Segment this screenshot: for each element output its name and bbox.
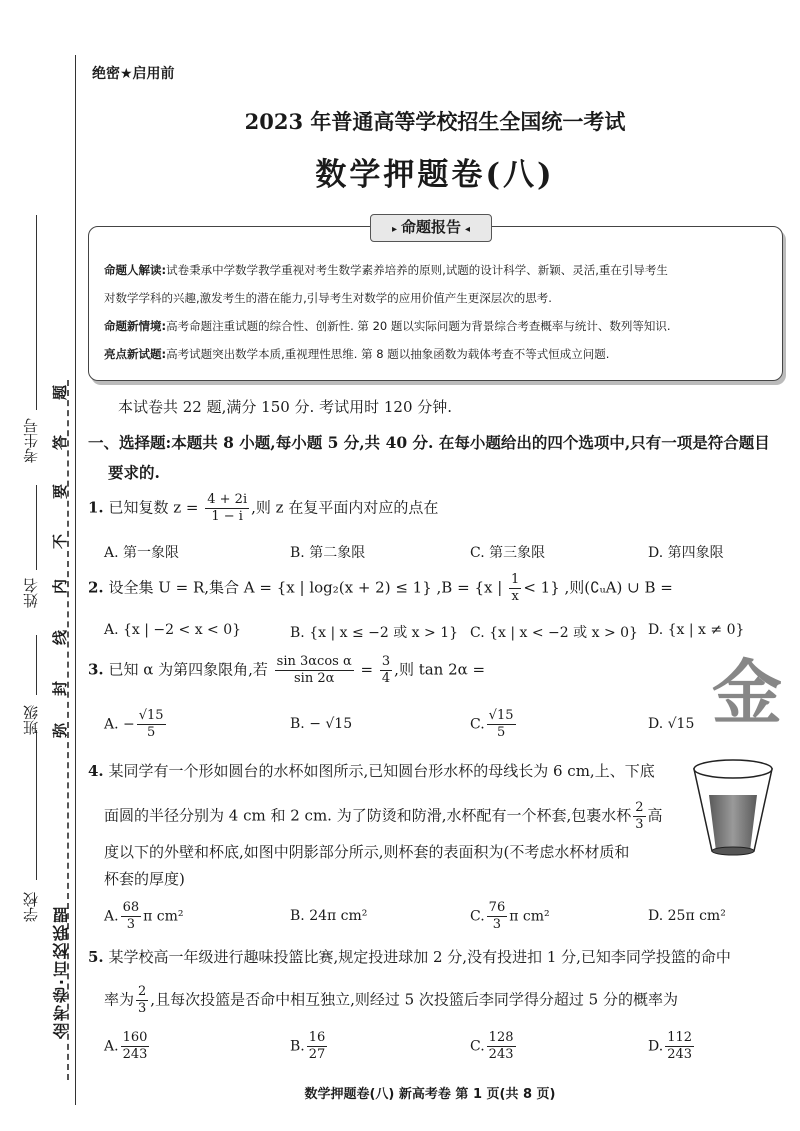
option-label: C. xyxy=(470,716,485,733)
warning-char: 内 xyxy=(51,578,70,595)
question-2 xyxy=(88,572,673,605)
option-label: D. xyxy=(648,1038,664,1055)
fraction-numerator: 160 xyxy=(122,1030,148,1045)
fraction xyxy=(136,984,148,1017)
option-a[interactable] xyxy=(104,1030,151,1063)
fraction xyxy=(275,654,354,687)
class-label: 班级 xyxy=(22,705,40,735)
question-number: 1. xyxy=(88,498,104,517)
warning-char: 线 xyxy=(51,629,70,646)
school-field[interactable] xyxy=(36,730,37,880)
question-text: 已知 α 为第四象限角,若 xyxy=(108,660,268,679)
option-a[interactable] xyxy=(104,708,168,741)
question-text: 某同学有一个形如圆台的水杯如图所示,已知圆台形水杯的母线长为 6 cm,上、下底 xyxy=(108,762,655,780)
option-c[interactable] xyxy=(470,900,550,933)
question-text: 设全集 U = R,集合 A = {x | log₂(x + 2) ≤ 1} ,B = {x | xyxy=(108,578,503,597)
student-id-label: 考生号 xyxy=(22,418,40,463)
option-a[interactable]: A. 第一象限 xyxy=(104,545,180,561)
fraction xyxy=(509,572,521,605)
question-4-line xyxy=(104,800,663,833)
binding-line xyxy=(75,55,76,1105)
fraction-numerator: 112 xyxy=(667,1030,693,1045)
paper-title: 数学押题卷(八) xyxy=(315,157,555,193)
warning-char: 弥 xyxy=(51,722,70,739)
option-d[interactable]: D. {x | x ≠ 0} xyxy=(648,622,745,638)
question-4-line: 度以下的外壁和杯底,如图中阴影部分所示,则杯套的表面积为(不考虑水杯材质和 xyxy=(104,843,630,861)
option-label: A. xyxy=(104,1038,119,1055)
question-text: 高 xyxy=(647,806,663,825)
fraction xyxy=(137,708,166,741)
right-arrow-icon: ◂ xyxy=(465,224,471,235)
question-text: 面圆的半径分别为 4 cm 和 2 cm. 为了防烫和防滑,水杯配有一个杯套,包裹水杯 xyxy=(104,806,632,825)
question-text: < 1} ,则(∁ᵤA) ∪ B = xyxy=(523,578,673,597)
fraction xyxy=(487,900,508,933)
fraction-numerator: 76 xyxy=(488,900,506,915)
left-arrow-icon: ▸ xyxy=(391,224,397,235)
report-line-label: 命题新情境: xyxy=(104,319,167,333)
report-line xyxy=(104,346,609,362)
option-label: B. xyxy=(290,1038,305,1055)
option-d[interactable]: D. 25π cm² xyxy=(648,908,726,924)
option-unit: π cm² xyxy=(143,908,184,925)
fraction-denominator: 4 xyxy=(381,671,391,686)
student-id-field[interactable] xyxy=(36,215,37,410)
option-c[interactable] xyxy=(470,708,518,741)
option-b[interactable]: B. 24π cm² xyxy=(290,908,368,924)
fraction xyxy=(307,1030,328,1063)
section-heading-line: 一、选择题:本题共 8 小题,每小题 5 分,共 40 分. 在每小题给出的四个选项中,只有一项是符合题目 xyxy=(88,433,770,452)
page-footer: 数学押题卷(八) 新高考卷 第 1 页(共 8 页) xyxy=(304,1087,556,1102)
question-number: 3. xyxy=(88,660,104,679)
report-line xyxy=(104,262,668,278)
exam-title: 2023 年普通高等学校招生全国统一考试 xyxy=(244,109,626,134)
warning-char: 封 xyxy=(51,680,70,697)
fraction-numerator: 128 xyxy=(488,1030,514,1045)
option-c[interactable] xyxy=(470,1030,518,1063)
fraction-denominator: 3 xyxy=(492,917,502,932)
fraction-denominator: 5 xyxy=(496,725,506,740)
fraction-denominator: 3 xyxy=(138,1001,147,1016)
fraction xyxy=(665,1030,694,1063)
option-d[interactable]: D. √15 xyxy=(648,716,695,732)
option-label: A. − xyxy=(104,716,135,733)
question-number: 2. xyxy=(88,578,104,597)
option-b[interactable] xyxy=(290,1030,329,1063)
secret-label: 绝密★启用前 xyxy=(92,66,175,82)
fraction xyxy=(380,654,392,687)
option-d[interactable]: D. 第四象限 xyxy=(648,545,724,561)
question-5 xyxy=(88,946,731,967)
question-4-line: 杯套的厚度) xyxy=(104,870,185,888)
question-text: ,且每次投篮是否命中相互独立,则经过 5 次投篮后李同学得分超过 5 分的概率为 xyxy=(150,990,678,1009)
fraction-numerator: 2 xyxy=(138,984,147,999)
warning-char: 要 xyxy=(51,483,70,500)
report-badge-label: 命题报告 xyxy=(400,218,461,236)
school-label: 学校 xyxy=(22,892,40,922)
option-b[interactable]: B. {x | x ≤ −2 或 x > 1} xyxy=(290,625,459,641)
question-number: 5. xyxy=(88,948,104,966)
fraction xyxy=(205,492,249,525)
option-a[interactable]: A. {x | −2 < x < 0} xyxy=(104,622,242,638)
report-line-text: 高考试题突出数学本质,重视理性思维. 第 8 题以抽象函数为载体考查不等式恒成立问题. xyxy=(166,347,610,361)
fraction xyxy=(121,900,142,933)
fraction xyxy=(633,800,645,833)
cup-base xyxy=(712,847,754,855)
report-line xyxy=(104,290,552,306)
report-line xyxy=(104,318,671,334)
class-field[interactable] xyxy=(36,635,37,695)
question-text: 已知复数 z = xyxy=(108,498,199,517)
fraction-denominator: 243 xyxy=(667,1047,693,1062)
option-label: C. xyxy=(470,908,485,925)
fraction xyxy=(121,1030,150,1063)
question-1 xyxy=(88,492,438,525)
option-unit: π cm² xyxy=(509,908,550,925)
warning-char: 答 xyxy=(51,434,70,451)
cup-sleeve-shading xyxy=(709,795,757,851)
fraction-numerator: 1 xyxy=(511,572,520,587)
fraction-numerator: √15 xyxy=(138,708,164,723)
fraction-numerator: 4 + 2i xyxy=(207,492,248,507)
report-line-label: 命题人解读: xyxy=(104,263,167,277)
fraction-denominator: 3 xyxy=(635,817,644,832)
fraction-numerator: √15 xyxy=(488,708,514,723)
question-5-line xyxy=(104,984,678,1017)
option-b[interactable]: B. 第二象限 xyxy=(290,545,366,561)
equals-sign: = xyxy=(360,660,374,679)
exam-intro: 本试卷共 22 题,满分 150 分. 考试用时 120 分钟. xyxy=(118,398,453,416)
question-text: 率为 xyxy=(104,990,135,1009)
fraction-denominator: 3 xyxy=(126,917,135,932)
warning-char: 不 xyxy=(51,533,70,550)
option-d[interactable] xyxy=(648,1030,696,1063)
fraction-denominator: 243 xyxy=(488,1047,514,1062)
question-text: ,则 z 在复平面内对应的点在 xyxy=(251,498,439,517)
fraction-numerator: 2 xyxy=(635,800,644,815)
report-line-text: 对数学学科的兴趣,激发考生的潜在能力,引导考生对数学的应用价值产生更深层次的思考. xyxy=(104,291,552,305)
report-line-label: 亮点新试题: xyxy=(104,347,167,361)
cup-figure xyxy=(692,757,774,857)
fraction-numerator: sin 3αcos α xyxy=(276,654,352,669)
question-number: 4. xyxy=(88,762,104,780)
option-b[interactable]: B. − √15 xyxy=(290,716,353,732)
warning-char: 题 xyxy=(51,384,70,401)
section-heading-line: 要求的. xyxy=(108,463,160,482)
fraction-denominator: 5 xyxy=(147,725,156,740)
option-c[interactable]: C. 第三象限 xyxy=(470,545,546,561)
report-line-text: 高考命题注重试题的综合性、创新性. 第 20 题以实际问题为背景综合考查概率与统计、数列等知识. xyxy=(166,319,671,333)
fraction xyxy=(487,1030,516,1063)
fraction-denominator: 1 − i xyxy=(211,509,243,524)
fraction-denominator: x xyxy=(511,589,519,604)
union-label: 金考卷·百校联盟 xyxy=(52,905,71,1040)
fraction-denominator: 27 xyxy=(308,1047,326,1062)
option-label: C. xyxy=(470,1038,485,1055)
report-badge xyxy=(370,214,492,242)
cup-rim xyxy=(694,760,772,778)
fraction-denominator: 243 xyxy=(122,1047,148,1062)
option-c[interactable]: C. {x | x < −2 或 x > 0} xyxy=(470,625,638,641)
fraction xyxy=(487,708,516,741)
fraction-denominator: sin 2α xyxy=(294,671,335,686)
fraction-numerator: 3 xyxy=(381,654,391,669)
report-line-text: 试卷秉承中学数学教学重视对考生数学素养培养的原则,试题的设计科学、新颖、灵活,重在引导考生 xyxy=(166,263,668,277)
fraction-numerator: 16 xyxy=(308,1030,326,1045)
name-label: 姓名 xyxy=(22,578,40,608)
option-a[interactable] xyxy=(104,900,184,933)
watermark-stamp: 金 xyxy=(712,651,782,734)
question-text: 某学校高一年级进行趣味投篮比赛,规定投进球加 2 分,没有投进扣 1 分,已知李同学投篮的命中 xyxy=(108,948,731,966)
question-text: ,则 tan 2α = xyxy=(394,660,486,679)
option-label: A. xyxy=(104,908,119,925)
question-3 xyxy=(88,654,485,687)
fraction-numerator: 68 xyxy=(122,900,140,915)
section-heading xyxy=(88,428,788,488)
question-4 xyxy=(88,760,655,781)
name-field[interactable] xyxy=(36,485,37,570)
